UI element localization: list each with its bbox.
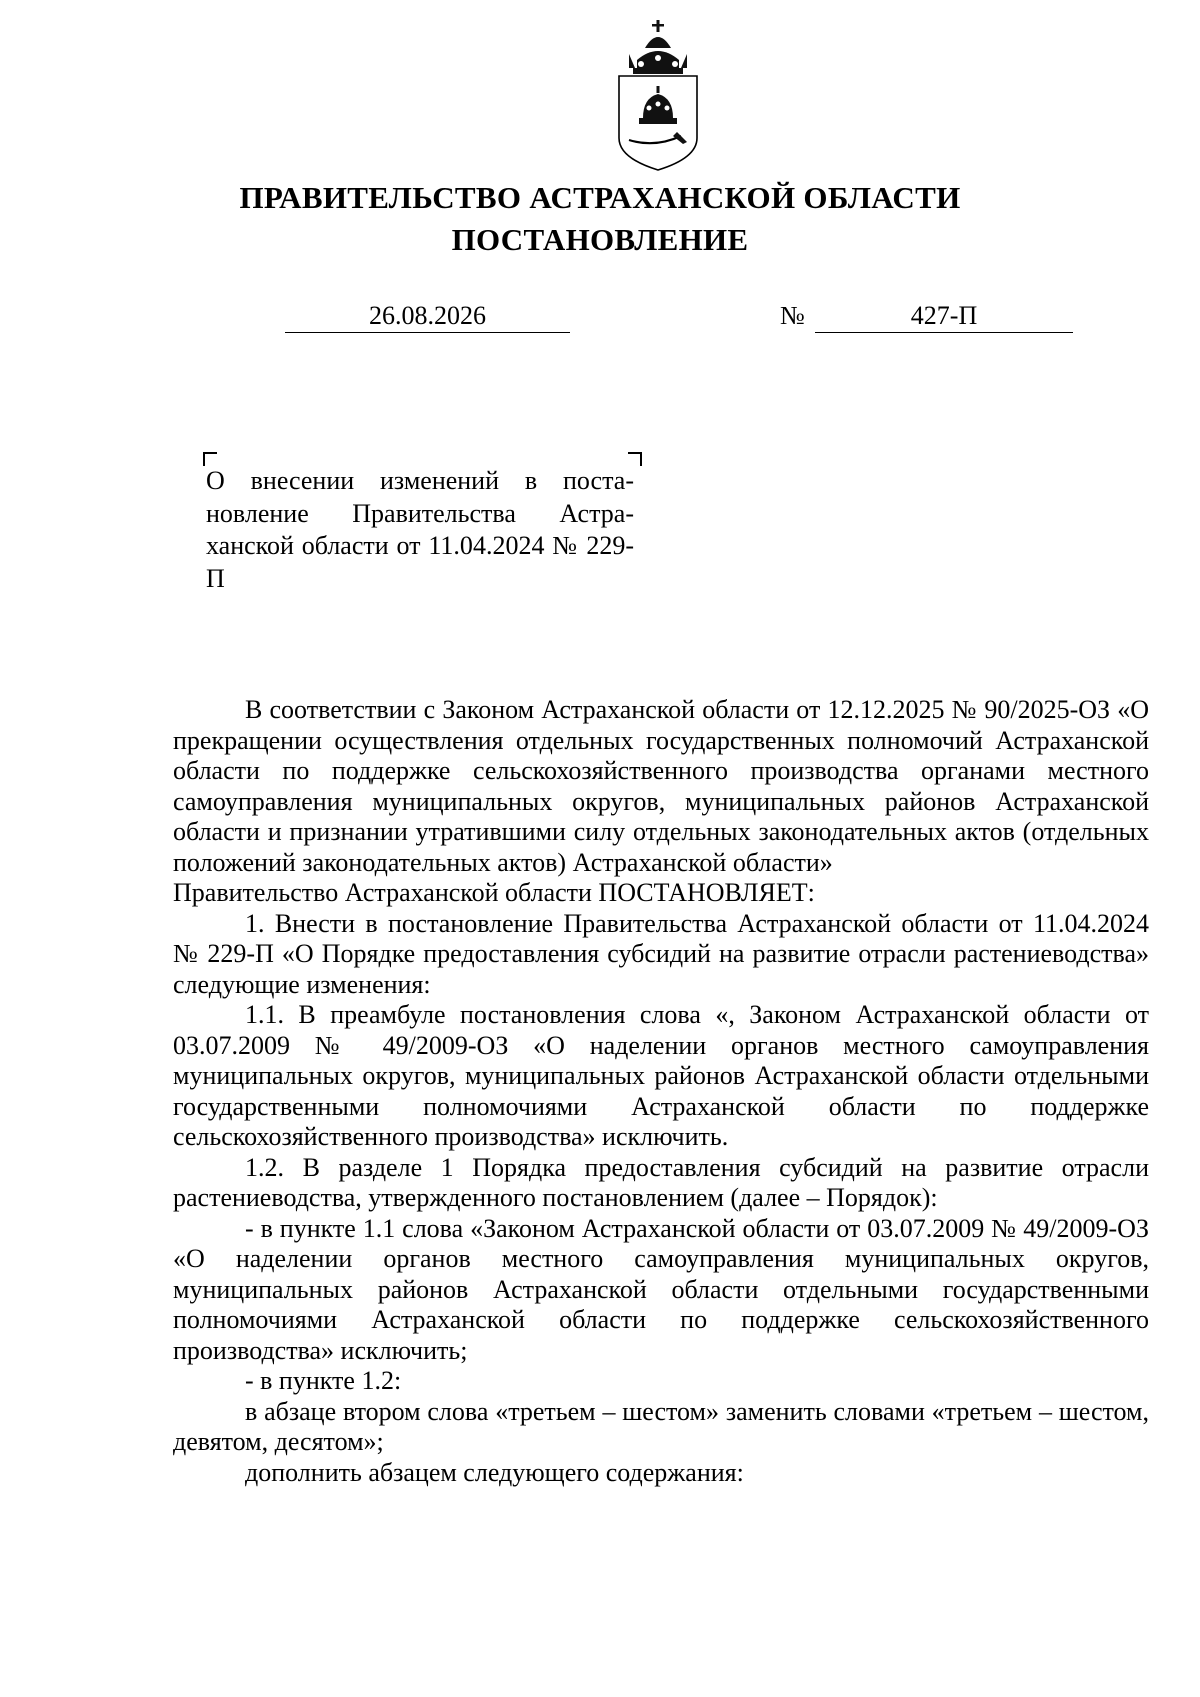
clause-1-2-paragraph: 1.2. В разделе 1 Порядка предоставления субсидий на развитие отрасли растениеводства, утвержденного постановлением (далее – Порядок): bbox=[173, 1152, 1149, 1212]
document-type-title: ПОСТАНОВЛЕНИЕ bbox=[451, 222, 749, 257]
number-sign: № bbox=[780, 301, 805, 330]
subject-corner-left-mark bbox=[203, 452, 217, 466]
preamble-paragraph: В соответствии с Законом Астраханской области от 12.12.2025 № 90/2025-ОЗ «О прекращении осуществления отдельных государственных полномочий Астраханской области по поддержке сельскохозяйственного производства органами местного самоуправления муниципальных округов, муниципальных районов Астраханской области и признании утратившими силу отдельных законодательных актов (отдельных положений законодательных актов) Астраханской области» bbox=[173, 695, 1149, 877]
document-date: 26.08.2026 bbox=[285, 300, 570, 333]
paragraph-two-change: в абзаце втором слова «третьем – шестом» заменить словами «третьем – шестом, девятом, десятом»; bbox=[173, 1396, 1149, 1456]
coat-of-arms-icon bbox=[615, 18, 701, 176]
clause-1-1-paragraph: 1.1. В преамбуле постановления слова «, Законом Астраханской области от 03.07.2009 № 49/2009-ОЗ «О наделении органов местного самоуправления муниципальных округов, муниципальных районов Астраханской области отдельными государственными полномочиями Астраханской области по поддержке сельскохозяйственного производства» исключить. bbox=[173, 1000, 1149, 1151]
document-number: 427-П bbox=[815, 300, 1073, 333]
add-paragraph-line: дополнить абзацем следующего содержания: bbox=[245, 1457, 744, 1487]
clause-1-2-item-1-paragraph: - в пункте 1.1 слова «Законом Астраханской области от 03.07.2009 № 49/2009-ОЗ «О наделении органов местного самоуправления муниципальных округов, муниципальных районов Астраханской области отдельными государственными полномочиями Астраханской области по поддержке сельскохозяйственного производства» исключить; bbox=[173, 1213, 1149, 1365]
clause-1-paragraph: 1. Внести в постановление Правительства Астраханской области от 11.04.2024 № 229-П «О Порядке предоставления субсидий на развитие отрасли растениеводства» следующие изменения: bbox=[173, 908, 1149, 999]
document-subject: О внесении изменений в постановление Правительства Астраханской области от 11.04.2024 № 229-П bbox=[206, 466, 634, 593]
document-body bbox=[173, 695, 1149, 1488]
clause-1-2-item-2-paragraph: - в пункте 1.2: bbox=[245, 1366, 402, 1395]
resolution-paragraph: Правительство Астраханской области ПОСТАНОВЛЯЕТ: bbox=[173, 878, 815, 907]
subject-corner-right-mark bbox=[628, 452, 642, 466]
organization-title: ПРАВИТЕЛЬСТВО АСТРАХАНСКОЙ ОБЛАСТИ bbox=[239, 180, 961, 215]
